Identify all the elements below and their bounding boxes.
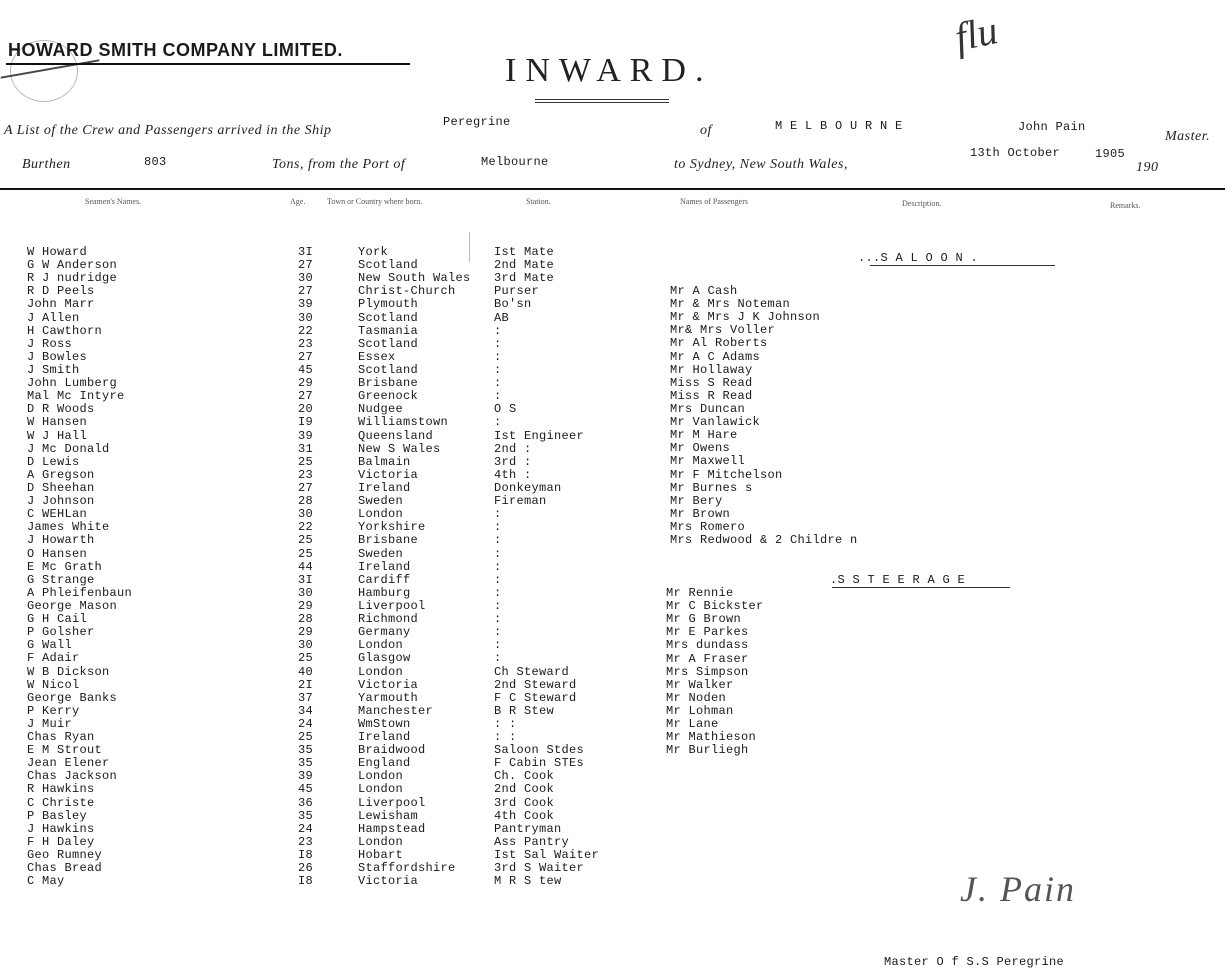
saloon-passengers-list: [670, 285, 858, 547]
crew-station: : :: [494, 716, 517, 731]
crew-born: Scotland: [358, 362, 419, 377]
steerage-heading-rule: [832, 587, 1010, 588]
master-signature: J. Pain: [960, 869, 1076, 909]
home-port: M E L B O U R N E: [775, 119, 903, 133]
saloon-passenger: Mr Vanlawick: [670, 415, 761, 430]
crew-name: R J nudridge: [27, 271, 118, 286]
col-description: Description.: [902, 199, 942, 208]
saloon-passenger: Mr Maxwell: [670, 454, 746, 469]
crew-born: New South Wales: [358, 271, 471, 286]
crew-age: 45: [298, 782, 314, 797]
crew-age: 29: [298, 598, 314, 613]
crew-name: G W Anderson: [27, 258, 118, 273]
crew-name: C May: [27, 874, 65, 889]
steerage-passenger: Mr Lane: [666, 717, 719, 732]
saloon-passenger: Mr & Mrs Noteman: [670, 297, 791, 312]
crew-age: 24: [298, 716, 314, 731]
crew-station: :: [494, 349, 502, 364]
crew-age: 30: [298, 638, 314, 653]
burthen-label: Burthen: [22, 157, 71, 172]
crew-age: 27: [298, 349, 314, 364]
crew-born: Queensland: [358, 428, 434, 443]
crew-name: F Adair: [27, 651, 80, 666]
steerage-passenger: Mr Lohman: [666, 703, 734, 718]
crew-name: P Kerry: [27, 703, 80, 718]
crew-age: 24: [298, 821, 314, 836]
crew-name: W Hansen: [27, 415, 88, 430]
steerage-heading: .S S T E E R A G E: [830, 573, 966, 587]
crew-born: Staffordshire: [358, 861, 456, 876]
crew-name: C Christe: [27, 795, 95, 810]
crew-station: Ch. Cook: [494, 769, 555, 784]
crew-name: E Mc Grath: [27, 559, 103, 574]
crew-station: Pantryman: [494, 821, 562, 836]
crew-age: 27: [298, 389, 314, 404]
crew-name: George Mason: [27, 598, 118, 613]
crew-station: Bo'sn: [494, 297, 532, 312]
steerage-passenger: Mr Rennie: [666, 586, 734, 600]
crew-age: 34: [298, 703, 314, 718]
steerage-passenger: Mr A Fraser: [666, 651, 749, 666]
steerage-passenger: Mr Noden: [666, 690, 727, 705]
crew-station: Fireman: [494, 494, 547, 509]
crew-station: :: [494, 520, 502, 535]
crew-name: D Sheehan: [27, 480, 95, 495]
crew-station: :: [494, 559, 502, 574]
crew-station: F C Steward: [494, 690, 577, 705]
saloon-passenger: Mrs Romero: [670, 519, 746, 534]
crew-name: J Bowles: [27, 349, 88, 364]
arrival-date: 13th October: [970, 146, 1061, 160]
crew-station: : :: [494, 730, 517, 745]
crew-born: Yorkshire: [358, 520, 426, 535]
steerage-passenger: Mr C Bickster: [666, 599, 764, 614]
saloon-heading: ...S A L O O N .: [858, 251, 979, 265]
crew-station: :: [494, 376, 502, 391]
crew-born: Braidwood: [358, 743, 426, 758]
crew-born: London: [358, 507, 404, 522]
saloon-passenger: Mr A Cash: [670, 284, 738, 298]
col-station: Station.: [526, 197, 551, 206]
saloon-passenger: Mr Bery: [670, 493, 723, 508]
crew-name: Chas Jackson: [27, 769, 118, 784]
crew-born: Scotland: [358, 336, 419, 351]
crew-born: Hampstead: [358, 821, 426, 836]
crew-born: Ireland: [358, 730, 411, 745]
steerage-passengers-list: [666, 587, 764, 757]
crew-born: Scotland: [358, 310, 419, 325]
crew-age: 25: [298, 533, 314, 548]
handwritten-corner-mark: flu: [950, 7, 1002, 60]
crew-born: London: [358, 782, 404, 797]
crew-born: York: [358, 245, 389, 259]
crew-station: :: [494, 362, 502, 377]
crew-age: 2I: [298, 677, 314, 692]
crew-born: Victoria: [358, 677, 419, 692]
crew-born: Essex: [358, 349, 396, 364]
crew-age: I8: [298, 874, 314, 889]
crew-age: 30: [298, 507, 314, 522]
crew-name: F H Daley: [27, 834, 95, 849]
crew-born: Plymouth: [358, 297, 419, 312]
crew-age: 31: [298, 441, 314, 456]
steerage-passenger: Mr G Brown: [666, 612, 742, 627]
crew-name: W J Hall: [27, 428, 88, 443]
crew-name: D Lewis: [27, 454, 80, 469]
header-divider: [0, 188, 1225, 190]
title-rule-upper: [535, 99, 669, 100]
col-seamen-names: Seamen's Names.: [85, 197, 142, 206]
crew-name: J Hawkins: [27, 821, 95, 836]
company-underline: [6, 63, 410, 65]
crew-name: C WEHLan: [27, 507, 88, 522]
saloon-passenger: Mr Owens: [670, 441, 731, 456]
crew-age: 23: [298, 834, 314, 849]
crew-name: G Wall: [27, 638, 73, 653]
from-port: Melbourne: [481, 155, 549, 169]
crew-names-column: [27, 246, 132, 888]
crew-name: George Banks: [27, 690, 118, 705]
burthen-value: 803: [144, 155, 167, 169]
crew-station: 4th :: [494, 467, 532, 482]
saloon-passenger: Miss R Read: [670, 388, 753, 403]
crew-station: :: [494, 389, 502, 404]
saloon-passenger: Mr Burnes s: [670, 480, 753, 495]
crew-age-column: [298, 246, 313, 888]
saloon-passenger: Mrs Redwood & 2 Childre n: [670, 533, 858, 548]
crew-name: R Hawkins: [27, 782, 95, 797]
crew-name: J Smith: [27, 362, 80, 377]
crew-age: 23: [298, 467, 314, 482]
col-remarks: Remarks.: [1110, 201, 1141, 210]
crew-station: :: [494, 533, 502, 548]
crew-age: 27: [298, 480, 314, 495]
crew-age: 39: [298, 297, 314, 312]
saloon-passenger: Mr F Mitchelson: [670, 467, 783, 482]
crew-station: :: [494, 651, 502, 666]
crew-age: 3I: [298, 572, 314, 587]
crew-age: 44: [298, 559, 314, 574]
crew-age: 35: [298, 808, 314, 823]
crew-station: :: [494, 638, 502, 653]
crew-born: Richmond: [358, 612, 419, 627]
steerage-passenger: Mr Burliegh: [666, 743, 749, 758]
crew-age: 20: [298, 402, 314, 417]
crew-age: 37: [298, 690, 314, 705]
crew-name: J Mc Donald: [27, 441, 110, 456]
crew-age: 30: [298, 271, 314, 286]
list-prefix: A List of the Crew and Passengers arrived in the Ship: [4, 123, 332, 138]
company-name: HOWARD SMITH COMPANY LIMITED.: [8, 40, 343, 60]
crew-name: E M Strout: [27, 743, 103, 758]
crew-name: John Marr: [27, 297, 95, 312]
crew-age: 39: [298, 769, 314, 784]
col-age: Age.: [290, 197, 306, 206]
crew-station: :: [494, 323, 502, 338]
crew-age: 30: [298, 310, 314, 325]
crew-station: 3rd S Waiter: [494, 861, 585, 876]
crew-age: 25: [298, 730, 314, 745]
saloon-passenger: Mrs Duncan: [670, 401, 746, 416]
crew-age: 23: [298, 336, 314, 351]
crew-name: Geo Rumney: [27, 848, 103, 863]
crew-born: Manchester: [358, 703, 434, 718]
crew-born: Liverpool: [358, 795, 426, 810]
crew-name: D R Woods: [27, 402, 95, 417]
master-of-line: Master O f S.S Peregrine: [884, 955, 1065, 969]
crew-born: Victoria: [358, 874, 419, 889]
saloon-passenger: Mr & Mrs J K Johnson: [670, 310, 821, 325]
crew-station: 3rd Mate: [494, 271, 555, 286]
saloon-passenger: Mr& Mrs Voller: [670, 323, 776, 338]
crew-station: Ch Steward: [494, 664, 570, 679]
crew-station: Purser: [494, 284, 540, 299]
crew-age: 27: [298, 284, 314, 299]
crew-born: London: [358, 638, 404, 653]
crew-born: Balmain: [358, 454, 411, 469]
document-title: INWARD.: [505, 52, 713, 89]
crew-station: Donkeyman: [494, 480, 562, 495]
crew-born: Scotland: [358, 258, 419, 273]
crew-age: 3I: [298, 245, 314, 259]
crew-born: London: [358, 834, 404, 849]
crew-name: J Johnson: [27, 494, 95, 509]
to-sydney-label: to Sydney, New South Wales,: [674, 157, 848, 172]
crew-station: :: [494, 585, 502, 600]
master-label: Master.: [1165, 129, 1211, 144]
steerage-passenger: Mr Mathieson: [666, 730, 757, 745]
crew-station: 3rd :: [494, 454, 532, 469]
ship-name: Peregrine: [443, 115, 511, 129]
master-name: John Pain: [1018, 120, 1086, 134]
crew-station: M R S tew: [494, 874, 562, 889]
crew-born: Sweden: [358, 494, 404, 509]
crew-station: 2nd :: [494, 441, 532, 456]
crew-age: 22: [298, 520, 314, 535]
crew-name: Jean Elener: [27, 756, 110, 771]
crew-age: 35: [298, 756, 314, 771]
steerage-passenger: Mrs Simpson: [666, 664, 749, 679]
crew-born: Hamburg: [358, 585, 411, 600]
steerage-passenger: Mr Walker: [666, 677, 734, 692]
crew-name: J Howarth: [27, 533, 95, 548]
crew-born: Yarmouth: [358, 690, 419, 705]
crew-born: Glasgow: [358, 651, 411, 666]
of-label: of: [700, 123, 712, 138]
crew-born: Lewisham: [358, 808, 419, 823]
crew-name: O Hansen: [27, 546, 88, 561]
crew-station: Saloon Stdes: [494, 743, 585, 758]
crew-born: Sweden: [358, 546, 404, 561]
crew-station: :: [494, 625, 502, 640]
crew-name: Chas Ryan: [27, 730, 95, 745]
crew-station: :: [494, 572, 502, 587]
crew-station: Ass Pantry: [494, 834, 570, 849]
crew-born: England: [358, 756, 411, 771]
crew-station: 2nd Mate: [494, 258, 555, 273]
saloon-passenger: Mr A C Adams: [670, 349, 761, 364]
crew-station: :: [494, 612, 502, 627]
col-passengers: Names of Passengers: [680, 197, 748, 206]
crew-age: 27: [298, 258, 314, 273]
crew-age: 29: [298, 625, 314, 640]
crew-age: 22: [298, 323, 314, 338]
crew-name: James White: [27, 520, 110, 535]
crew-age: 28: [298, 494, 314, 509]
crew-name: P Golsher: [27, 625, 95, 640]
saloon-passenger: Mr Brown: [670, 506, 731, 521]
crew-name: Mal Mc Intyre: [27, 389, 125, 404]
crew-age: 25: [298, 651, 314, 666]
crew-station: 2nd Cook: [494, 782, 555, 797]
crew-station: F Cabin STEs: [494, 756, 585, 771]
arrival-year: 1905: [1095, 147, 1126, 161]
steerage-passenger: Mr E Parkes: [666, 625, 749, 640]
saloon-heading-rule: [870, 265, 1055, 266]
crew-age: 45: [298, 362, 314, 377]
crew-name: W B Dickson: [27, 664, 110, 679]
crew-station-column: [494, 246, 599, 888]
crew-station: Ist Engineer: [494, 428, 585, 443]
crew-age: 29: [298, 376, 314, 391]
crew-born: Brisbane: [358, 533, 419, 548]
crew-born-column: [358, 246, 471, 888]
crew-born: WmStown: [358, 716, 411, 731]
crew-born: Ireland: [358, 480, 411, 495]
title-rule-lower: [535, 102, 669, 103]
saloon-passenger: Mr M Hare: [670, 428, 738, 443]
crew-born: Hobart: [358, 848, 404, 863]
crew-name: A Gregson: [27, 467, 95, 482]
crew-station: Ist Sal Waiter: [494, 848, 600, 863]
crew-station: O S: [494, 402, 517, 417]
crew-age: 25: [298, 546, 314, 561]
crew-station: :: [494, 415, 502, 430]
saloon-passenger: Mr Al Roberts: [670, 336, 768, 351]
crew-name: G Strange: [27, 572, 95, 587]
steerage-passenger: Mrs dundass: [666, 638, 749, 653]
crew-name: J Ross: [27, 336, 73, 351]
crew-age: I8: [298, 848, 314, 863]
crew-born: London: [358, 664, 404, 679]
crew-born: Christ-Church: [358, 284, 456, 299]
crew-name: R D Peels: [27, 284, 95, 299]
crew-name: W Howard: [27, 245, 88, 259]
crew-age: 39: [298, 428, 314, 443]
crew-born: Brisbane: [358, 376, 419, 391]
saloon-passenger: Mr Hollaway: [670, 362, 753, 377]
crew-born: Williamstown: [358, 415, 449, 430]
crew-station: :: [494, 336, 502, 351]
crew-station: 2nd Steward: [494, 677, 577, 692]
crew-born: Cardiff: [358, 572, 411, 587]
crew-born: Nudgee: [358, 402, 404, 417]
crew-name: John Lumberg: [27, 376, 118, 391]
crew-age: I9: [298, 415, 314, 430]
crew-station: :: [494, 507, 502, 522]
crew-station: 3rd Cook: [494, 795, 555, 810]
crew-born: Germany: [358, 625, 411, 640]
crew-age: 30: [298, 585, 314, 600]
crew-name: G H Cail: [27, 612, 88, 627]
crew-station: Ist Mate: [494, 245, 555, 259]
crew-station: B R Stew: [494, 703, 555, 718]
col-born: Town or Country where born.: [327, 197, 423, 206]
crew-born: Victoria: [358, 467, 419, 482]
crew-name: W Nicol: [27, 677, 80, 692]
crew-age: 25: [298, 454, 314, 469]
crew-born: Liverpool: [358, 598, 426, 613]
crew-station: :: [494, 598, 502, 613]
crew-name: J Muir: [27, 716, 73, 731]
crew-name: Chas Bread: [27, 861, 103, 876]
crew-name: A Phleifenbaun: [27, 585, 133, 600]
crew-station: :: [494, 546, 502, 561]
crew-age: 26: [298, 861, 314, 876]
crew-age: 28: [298, 612, 314, 627]
crew-born: London: [358, 769, 404, 784]
crew-name: H Cawthorn: [27, 323, 103, 338]
crew-age: 35: [298, 743, 314, 758]
saloon-passenger: Miss S Read: [670, 375, 753, 390]
crew-station: 4th Cook: [494, 808, 555, 823]
crew-name: P Basley: [27, 808, 88, 823]
crew-born: Ireland: [358, 559, 411, 574]
crew-age: 36: [298, 795, 314, 810]
crew-born: New S Wales: [358, 441, 441, 456]
crew-born: Tasmania: [358, 323, 419, 338]
tons-from-label: Tons, from the Port of: [272, 157, 406, 172]
crew-born: Greenock: [358, 389, 419, 404]
crew-name: J Allen: [27, 310, 80, 325]
crew-age: 40: [298, 664, 314, 679]
crew-station: AB: [494, 310, 510, 325]
printed-year: 190: [1136, 160, 1159, 175]
